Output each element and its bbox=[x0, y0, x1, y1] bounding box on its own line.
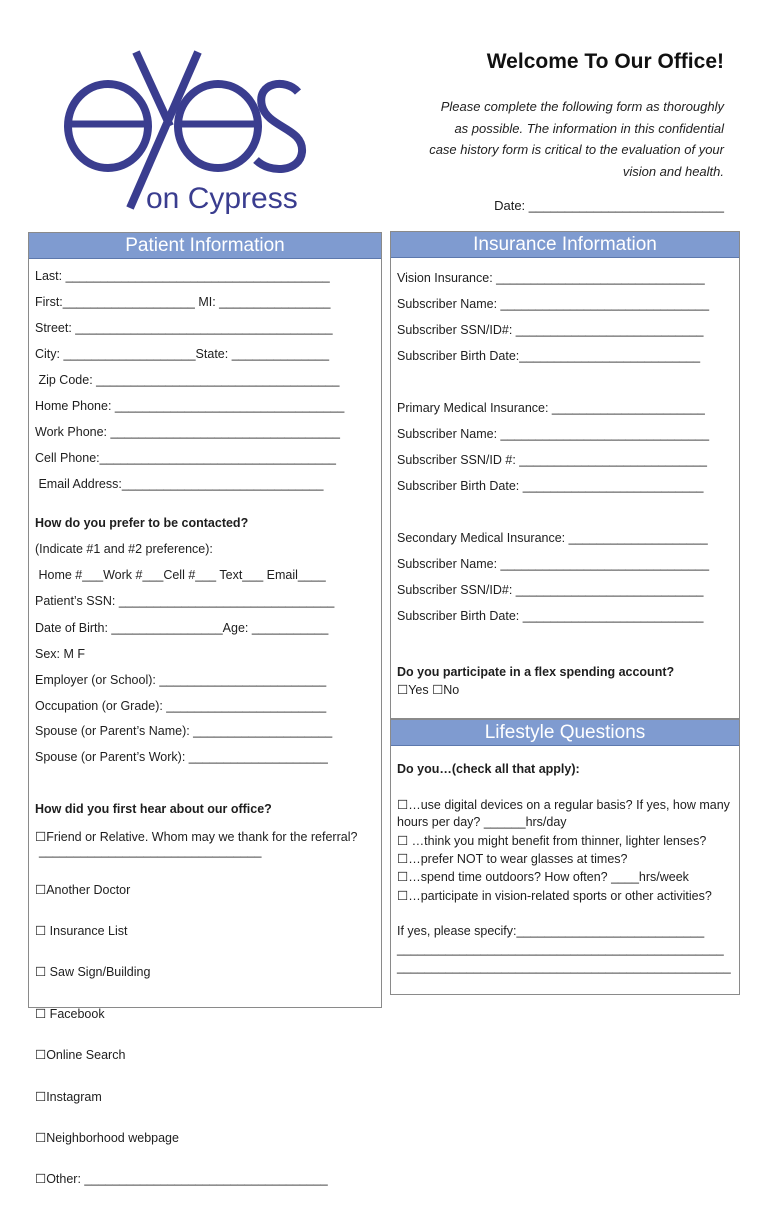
specify-line[interactable]: _______________________________________________ bbox=[397, 942, 724, 956]
vision-subscriber-dob-field[interactable]: Subscriber Birth Date:__________________________ bbox=[397, 349, 701, 363]
cell-phone-field[interactable]: Cell Phone:__________________________________ bbox=[35, 451, 336, 465]
flex-spending-question: Do you participate in a flex spending account? bbox=[397, 665, 675, 679]
logo-subtitle: on Cypress bbox=[146, 182, 298, 215]
hear-options-list bbox=[35, 856, 328, 1215]
vision-subscriber-ssn-field[interactable]: Subscriber SSN/ID#: ___________________________ bbox=[397, 323, 704, 337]
hear-option[interactable]: ☐Neighborhood webpage bbox=[35, 1130, 179, 1145]
intro-line: Please complete the following form as thoroughly bbox=[440, 99, 724, 114]
occupation-field[interactable]: Occupation (or Grade): _______________________ bbox=[35, 699, 327, 713]
specify-line[interactable]: ________________________________________________ bbox=[397, 960, 731, 974]
digital-devices-checkbox[interactable]: ☐…use digital devices on a regular basis? If yes, how many bbox=[397, 798, 730, 812]
patient-information-heading: Patient Information bbox=[29, 233, 381, 259]
hours-per-day-field[interactable]: hours per day? ______hrs/day bbox=[397, 815, 567, 829]
referral-checkbox[interactable]: ☐Friend or Relative. Whom may we thank for the referral? bbox=[35, 830, 358, 844]
thinner-lenses-checkbox[interactable]: ☐ …think you might benefit from thinner, lighter lenses? bbox=[397, 834, 707, 848]
vision-subscriber-name-field[interactable]: Subscriber Name: ______________________________ bbox=[397, 297, 710, 311]
home-phone-field[interactable]: Home Phone: _________________________________ bbox=[35, 399, 345, 413]
secondary-subscriber-dob-field[interactable]: Subscriber Birth Date: __________________________ bbox=[397, 609, 704, 623]
eyes-on-cypress-logo bbox=[58, 44, 318, 222]
primary-subscriber-name-field[interactable]: Subscriber Name: ______________________________ bbox=[397, 427, 710, 441]
primary-subscriber-ssn-field[interactable]: Subscriber SSN/ID #: ___________________________ bbox=[397, 453, 707, 467]
intro-line: as possible. The information in this confidential bbox=[454, 120, 724, 136]
hear-option[interactable]: ☐Another Doctor bbox=[35, 882, 131, 897]
lifestyle-questions-heading: Lifestyle Questions bbox=[391, 720, 739, 746]
outdoors-checkbox[interactable]: ☐…spend time outdoors? How often? ____hrs/week bbox=[397, 870, 689, 884]
employer-field[interactable]: Employer (or School): ________________________ bbox=[35, 673, 327, 687]
email-field[interactable]: Email Address:_____________________________ bbox=[35, 477, 324, 491]
flex-spending-options[interactable]: ☐Yes ☐No bbox=[397, 683, 460, 697]
contact-hint: (Indicate #1 and #2 preference): bbox=[35, 542, 213, 556]
lifestyle-questions-panel bbox=[390, 719, 740, 995]
vision-insurance-field[interactable]: Vision Insurance: ______________________________ bbox=[397, 271, 705, 285]
secondary-subscriber-ssn-field[interactable]: Subscriber SSN/ID#: ___________________________ bbox=[397, 583, 704, 597]
hear-option[interactable]: ☐ Saw Sign/Building bbox=[35, 965, 151, 980]
secondary-subscriber-name-field[interactable]: Subscriber Name: ______________________________ bbox=[397, 557, 710, 571]
zip-code-field[interactable]: Zip Code: ___________________________________ bbox=[35, 373, 340, 387]
contact-question: How do you prefer to be contacted? bbox=[35, 516, 249, 530]
secondary-medical-insurance-field[interactable]: Secondary Medical Insurance: ____________________ bbox=[397, 531, 708, 545]
intro-line: vision and health. bbox=[622, 163, 724, 179]
referral-line[interactable]: ________________________________ bbox=[39, 844, 262, 858]
hear-option[interactable]: ☐Online Search bbox=[35, 1048, 126, 1063]
hear-option[interactable]: ☐ Facebook bbox=[35, 1006, 105, 1021]
contact-options[interactable]: Home #___Work #___Cell #___ Text___ Email____ bbox=[35, 568, 326, 582]
specify-field[interactable]: If yes, please specify:___________________________ bbox=[397, 924, 705, 938]
intro-line: case history form is critical to the evaluation of your bbox=[429, 142, 724, 157]
patient-information-panel bbox=[28, 232, 382, 1187]
no-glasses-checkbox[interactable]: ☐…prefer NOT to wear glasses at times? bbox=[397, 852, 628, 866]
spouse-name-field[interactable]: Spouse (or Parent’s Name): ____________________ bbox=[35, 724, 333, 738]
last-name-field[interactable]: Last: ______________________________________ bbox=[35, 269, 330, 283]
spouse-work-field[interactable]: Spouse (or Parent’s Work): ____________________ bbox=[35, 750, 328, 764]
lifestyle-prompt: Do you…(check all that apply): bbox=[397, 762, 580, 776]
date-of-birth-field[interactable]: Date of Birth: ________________Age: ___________ bbox=[35, 621, 329, 635]
insurance-information-heading: Insurance Information bbox=[391, 232, 739, 258]
hear-option[interactable]: ☐Instagram bbox=[35, 1089, 102, 1104]
primary-subscriber-dob-field[interactable]: Subscriber Birth Date: __________________________ bbox=[397, 479, 704, 493]
insurance-information-panel bbox=[390, 231, 740, 719]
date-field[interactable]: Date: ___________________________ bbox=[494, 198, 724, 213]
intro-text bbox=[364, 96, 724, 182]
patient-ssn-field[interactable]: Patient’s SSN: _______________________________ bbox=[35, 594, 335, 608]
sex-field[interactable]: Sex: M F bbox=[35, 647, 86, 661]
street-field[interactable]: Street: _____________________________________ bbox=[35, 321, 333, 335]
sports-checkbox[interactable]: ☐…participate in vision-related sports or other activities? bbox=[397, 889, 712, 903]
page-title: Welcome To Our Office! bbox=[486, 50, 724, 73]
hear-option[interactable]: ☐ Insurance List bbox=[35, 923, 128, 938]
first-name-field[interactable]: First:___________________ MI: ________________ bbox=[35, 295, 331, 309]
hear-option[interactable]: ☐Other: ___________________________________ bbox=[35, 1172, 328, 1187]
city-state-field[interactable]: City: ___________________State: ______________ bbox=[35, 347, 330, 361]
work-phone-field[interactable]: Work Phone: _________________________________ bbox=[35, 425, 340, 439]
hear-question: How did you first hear about our office? bbox=[35, 802, 272, 816]
primary-medical-insurance-field[interactable]: Primary Medical Insurance: ______________________ bbox=[397, 401, 705, 415]
